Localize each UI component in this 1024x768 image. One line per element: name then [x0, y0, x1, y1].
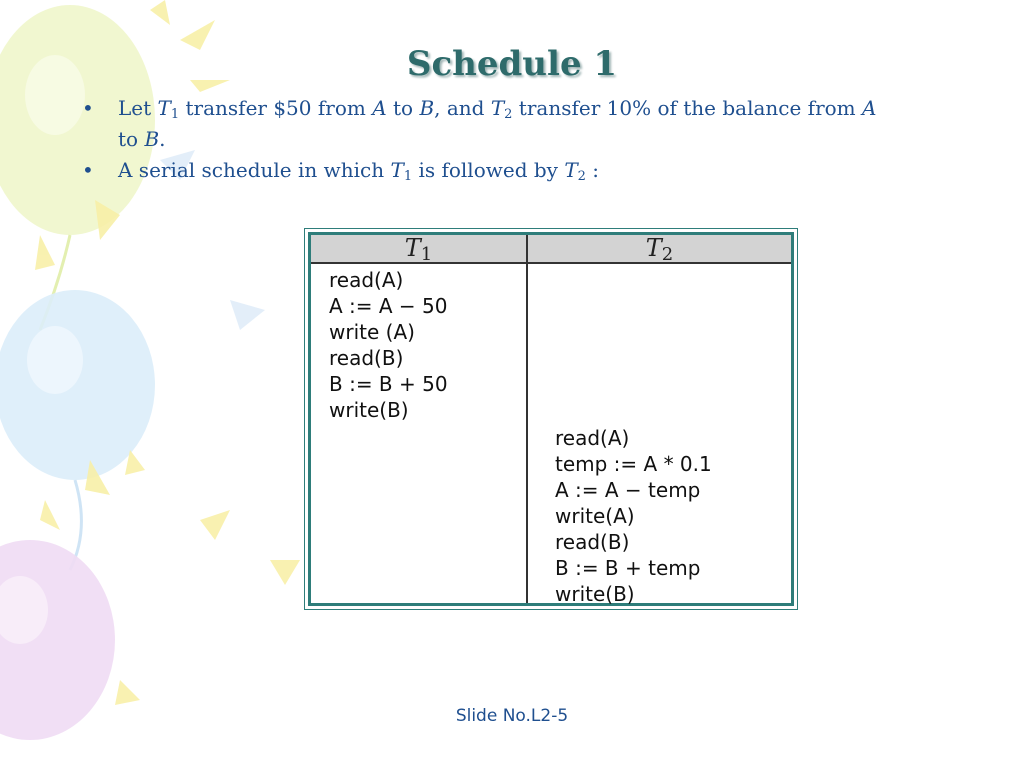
subscript: 2 [577, 169, 586, 184]
bullet-text: : [585, 158, 600, 182]
subscript: 2 [504, 107, 513, 122]
column-divider [526, 235, 528, 603]
header-t2: $T_2$ [645, 234, 674, 265]
bullet-item [80, 158, 880, 189]
operation-line: write(B) [329, 398, 409, 422]
bullet-text: to [386, 96, 420, 120]
bullet-list [80, 96, 880, 195]
t1-operations [329, 267, 448, 423]
var-text: B [419, 96, 435, 120]
operation-line: B := B + temp [555, 556, 701, 580]
var-text: A [372, 96, 387, 120]
bullet-item [80, 96, 880, 152]
bullet-text: to [118, 127, 145, 151]
subscript: 1 [403, 169, 413, 184]
bullet-text: is followed by [412, 158, 565, 182]
schedule-table [304, 228, 798, 610]
t2-operations [555, 425, 712, 607]
operation-line: read(A) [555, 426, 630, 450]
bullet-text: Let [118, 96, 158, 120]
operation-line: read(A) [329, 268, 404, 292]
bullet-icon: • [82, 96, 94, 120]
operation-line: A := A − 50 [329, 294, 448, 318]
header-t1: $T_1$ [404, 234, 433, 265]
var-text: B [144, 127, 160, 151]
balloon-blue [0, 290, 155, 480]
var-text: T [564, 158, 578, 182]
table-header-row [311, 235, 791, 264]
var-text: T [390, 158, 404, 182]
bullet-text: transfer 10% of the balance from [512, 96, 863, 120]
operation-line: write(A) [555, 504, 635, 528]
bullet-text: transfer $50 from [179, 96, 373, 120]
operation-line: A := A − temp [555, 478, 701, 502]
var-text: A [862, 96, 877, 120]
operation-line: write(B) [555, 582, 635, 606]
operation-line: write (A) [329, 320, 415, 344]
subscript: 1 [170, 107, 180, 122]
slide-number: Slide No.L2-5 [455, 706, 569, 726]
bullet-text: . [159, 127, 166, 151]
operation-line: read(B) [555, 530, 630, 554]
slide-title: Schedule 1 [406, 44, 618, 84]
bullet-text: , and [434, 96, 491, 120]
var-text: T [157, 96, 171, 120]
schedule-table-inner [308, 232, 794, 606]
bullet-text: A serial schedule in which [118, 158, 391, 182]
operation-line: temp := A * 0.1 [555, 452, 712, 476]
operation-line: B := B + 50 [329, 372, 448, 396]
bullet-icon: • [82, 158, 94, 182]
operation-line: read(B) [329, 346, 404, 370]
var-text: T [490, 96, 505, 120]
